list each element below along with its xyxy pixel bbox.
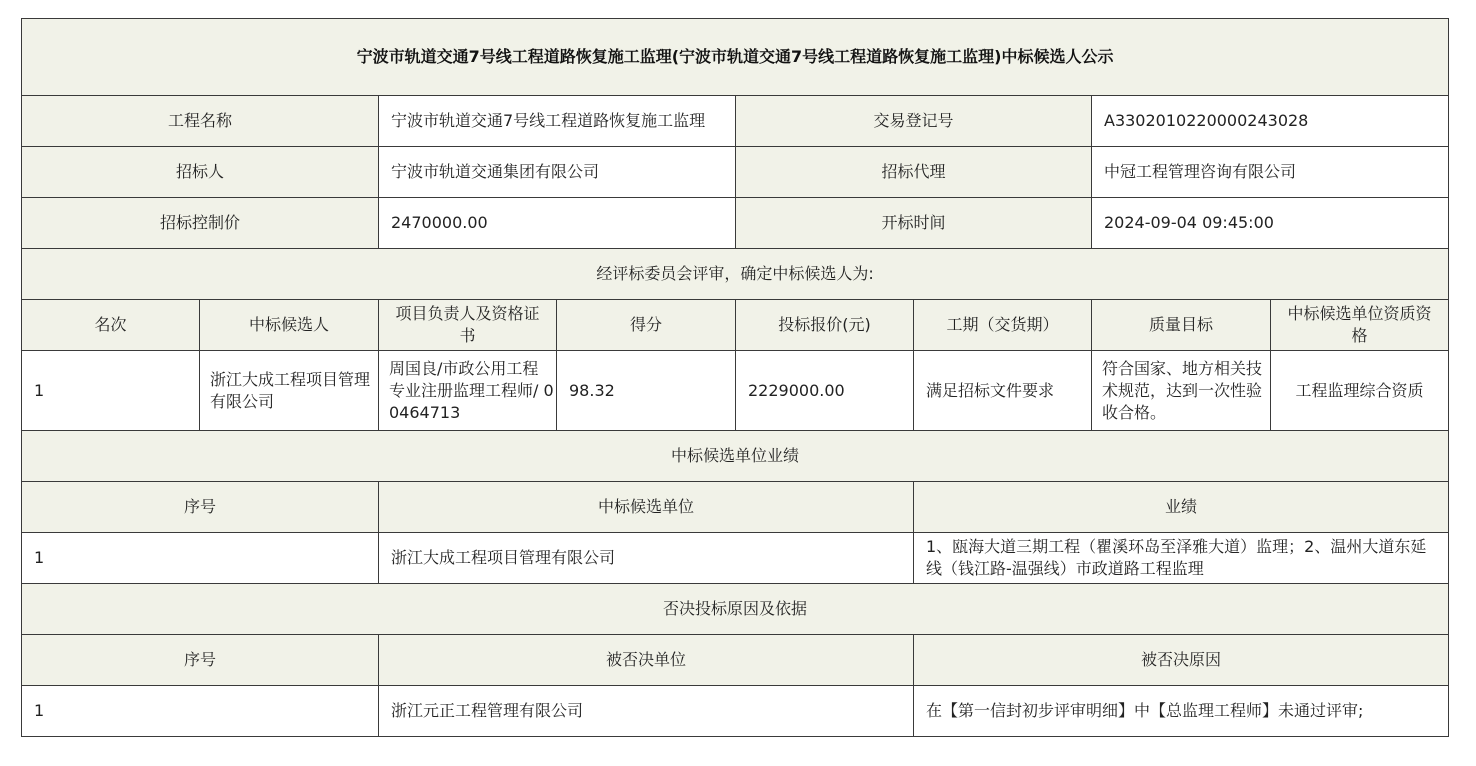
info-row-project <box>22 96 1449 147</box>
performance-header-record: 业绩 <box>914 482 1449 533</box>
open-time-value: 2024-09-04 09:45:00 <box>1092 198 1449 249</box>
table-row <box>22 351 1449 431</box>
control-price-label: 招标控制价 <box>22 198 379 249</box>
candidate-qualification: 工程监理综合资质 <box>1271 351 1449 431</box>
rejection-header-unit: 被否决单位 <box>379 635 914 686</box>
performance-record: 1、瓯海大道三期工程（瞿溪环岛至泽雅大道）监理；2、温州大道东延线（钱江路-温强线）市政道路工程监理 <box>914 533 1449 584</box>
rejection-header-row <box>22 635 1449 686</box>
candidate-header-manager: 项目负责人及资格证书 <box>379 300 557 351</box>
candidate-price: 2229000.00 <box>736 351 914 431</box>
candidate-period: 满足招标文件要求 <box>914 351 1092 431</box>
candidate-header-quality: 质量目标 <box>1092 300 1271 351</box>
control-price-value: 2470000.00 <box>379 198 736 249</box>
candidate-header-period: 工期（交货期） <box>914 300 1092 351</box>
candidate-header-rank: 名次 <box>22 300 200 351</box>
evaluation-note: 经评标委员会评审，确定中标候选人为: <box>22 249 1449 300</box>
bid-notice-table <box>21 18 1449 737</box>
table-row <box>22 533 1449 584</box>
agent-value: 中冠工程管理咨询有限公司 <box>1092 147 1449 198</box>
candidate-manager: 周国良/市政公用工程专业注册监理工程师/ 00464713 <box>379 351 557 431</box>
candidate-header-row <box>22 300 1449 351</box>
performance-no: 1 <box>22 533 379 584</box>
candidate-header-score: 得分 <box>557 300 736 351</box>
rejection-reason: 在【第一信封初步评审明细】中【总监理工程师】未通过评审; <box>914 686 1449 737</box>
rejection-header-reason: 被否决原因 <box>914 635 1449 686</box>
tenderer-value: 宁波市轨道交通集团有限公司 <box>379 147 736 198</box>
rejection-unit: 浙江元正工程管理有限公司 <box>379 686 914 737</box>
performance-header-no: 序号 <box>22 482 379 533</box>
info-row-tenderer <box>22 147 1449 198</box>
trade-reg-label: 交易登记号 <box>736 96 1092 147</box>
trade-reg-value: A3302010220000243028 <box>1092 96 1449 147</box>
open-time-label: 开标时间 <box>736 198 1092 249</box>
candidate-header-name: 中标候选人 <box>200 300 379 351</box>
performance-section-row <box>22 431 1449 482</box>
project-name-value: 宁波市轨道交通7号线工程道路恢复施工监理 <box>379 96 736 147</box>
evaluation-note-row <box>22 249 1449 300</box>
rejection-section-row <box>22 584 1449 635</box>
agent-label: 招标代理 <box>736 147 1092 198</box>
candidate-header-qualification: 中标候选单位资质资格 <box>1271 300 1449 351</box>
performance-section-title: 中标候选单位业绩 <box>22 431 1449 482</box>
candidate-quality: 符合国家、地方相关技术规范，达到一次性验收合格。 <box>1092 351 1271 431</box>
rejection-section-title: 否决投标原因及依据 <box>22 584 1449 635</box>
performance-header-row <box>22 482 1449 533</box>
candidate-name: 浙江大成工程项目管理有限公司 <box>200 351 379 431</box>
performance-header-unit: 中标候选单位 <box>379 482 914 533</box>
candidate-header-price: 投标报价(元) <box>736 300 914 351</box>
title-row <box>22 19 1449 96</box>
candidate-score: 98.32 <box>557 351 736 431</box>
page-title: 宁波市轨道交通7号线工程道路恢复施工监理(宁波市轨道交通7号线工程道路恢复施工监理)中标候选人公示 <box>22 19 1449 96</box>
table-row <box>22 686 1449 737</box>
performance-unit: 浙江大成工程项目管理有限公司 <box>379 533 914 584</box>
candidate-rank: 1 <box>22 351 200 431</box>
info-row-price <box>22 198 1449 249</box>
rejection-no: 1 <box>22 686 379 737</box>
tenderer-label: 招标人 <box>22 147 379 198</box>
project-name-label: 工程名称 <box>22 96 379 147</box>
rejection-header-no: 序号 <box>22 635 379 686</box>
